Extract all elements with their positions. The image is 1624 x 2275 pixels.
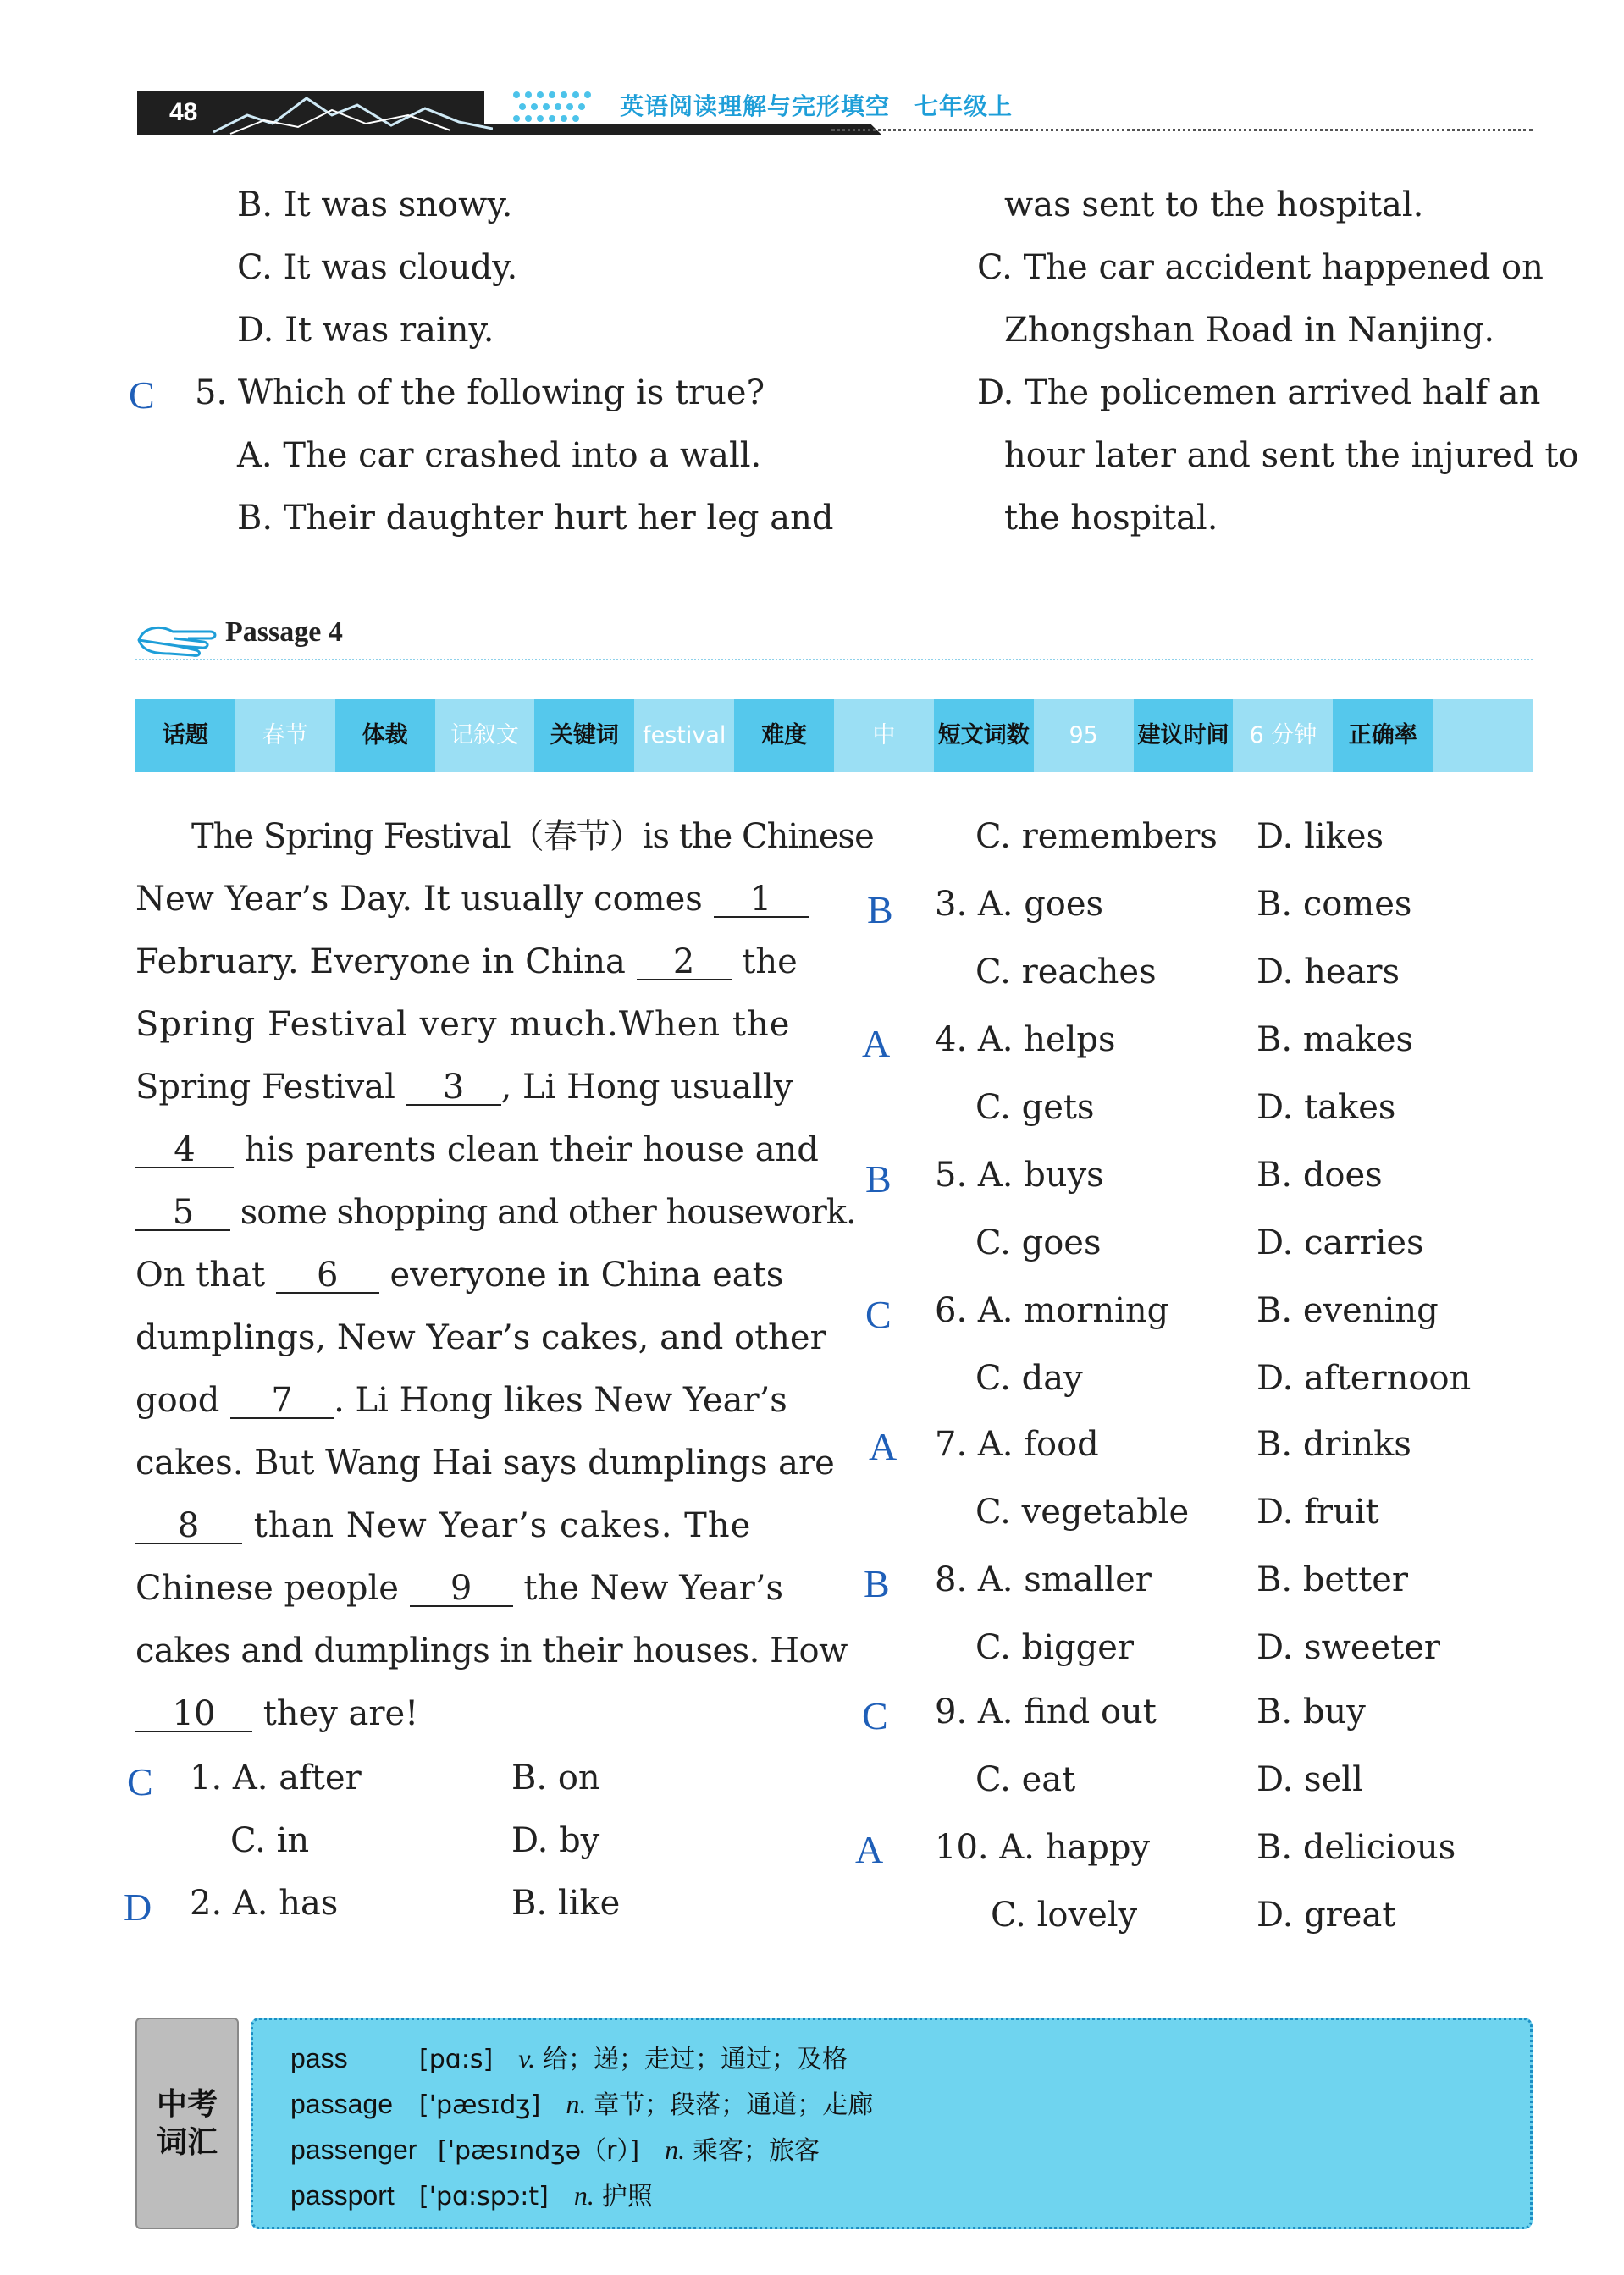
vocab-item (290, 2081, 1530, 2127)
q10-option-d: D. great (1257, 1896, 1396, 1935)
q6-option-c: C. day (975, 1359, 1083, 1398)
vocab-pos: n. (573, 2180, 594, 2211)
q7-option-c: C. vegetable (975, 1493, 1190, 1532)
prev-q5-option-b: B. Their daughter hurt her leg and (237, 499, 834, 538)
prev-right-line: hour later and sent the injured to (1004, 436, 1579, 475)
prev-option-c: C. It was cloudy. (237, 248, 518, 287)
prev-right-line: was sent to the hospital. (1004, 185, 1424, 224)
q8-option-a: 8. A. smaller (935, 1560, 1152, 1599)
q1-option-b: B. on (511, 1759, 600, 1797)
word-count-value: 95 (1034, 699, 1134, 772)
vocab-meaning: 护照 (601, 2182, 653, 2211)
keyword-label: 关键词 (534, 699, 634, 772)
q8-option-c: C. bigger (975, 1628, 1135, 1667)
vocab-word: passage (290, 2089, 393, 2119)
vocab-item (290, 2173, 1530, 2218)
vocab-meaning: 章节；段落；通道；走廊 (594, 2090, 874, 2120)
q4-option-b: B. makes (1257, 1020, 1414, 1059)
q7-answer: A (869, 1425, 898, 1468)
vocab-pos: n. (665, 2134, 686, 2165)
q1-option-a: 1. A. after (190, 1759, 362, 1797)
vocab-phonetic: ['pæsɪndʒə（r）] (438, 2136, 640, 2166)
passage-info-bar (135, 699, 1533, 772)
blank-2: 2 (637, 945, 732, 980)
time-value: 6 分钟 (1233, 699, 1333, 772)
passage-line: The Spring Festival（春节）is the Chinese (191, 817, 874, 856)
q3-option-b: B. comes (1257, 885, 1412, 924)
vocab-box (251, 2018, 1533, 2229)
q1-option-d: D. by (511, 1821, 600, 1860)
q7-option-b: B. drinks (1257, 1425, 1411, 1464)
passage-line: On that 6 everyone in China eats (135, 1256, 784, 1295)
passage-line: 5 some shopping and other housework. (135, 1195, 856, 1231)
blank-5: 5 (135, 1195, 230, 1231)
difficulty-label: 难度 (734, 699, 834, 772)
passage-line: dumplings, New Year’s cakes, and other (135, 1318, 826, 1357)
passage-line: 10 they are! (135, 1697, 418, 1732)
q10-option-b: B. delicious (1257, 1828, 1456, 1867)
q4-option-d: D. takes (1257, 1088, 1396, 1127)
blank-9: 9 (410, 1571, 513, 1607)
vocab-phonetic: ['pɑ:spɔ:t] (419, 2182, 549, 2211)
prev-q5-option-a: A. The car crashed into a wall. (237, 436, 762, 475)
q3-option-c: C. reaches (975, 953, 1157, 991)
genre-value: 记叙文 (435, 699, 535, 772)
passage-title: Passage 4 (225, 616, 343, 648)
q4-option-c: C. gets (975, 1088, 1095, 1127)
vocab-item (290, 2035, 1530, 2081)
passage-line: Spring Festival very much.When the (135, 1005, 791, 1044)
q5-option-a: 5. A. buys (935, 1156, 1104, 1195)
blank-7: 7 (230, 1383, 334, 1419)
q6-option-a: 6. A. morning (935, 1291, 1169, 1330)
passage-line: Chinese people 9 the New Year’s (135, 1569, 784, 1608)
passage-line: Spring Festival 3 , Li Hong usually (135, 1068, 793, 1107)
q2-answer: D (124, 1886, 152, 1929)
passage-line: 4 his parents clean their house and (135, 1133, 819, 1168)
vocab-phonetic: ['pæsɪdʒ] (419, 2090, 541, 2120)
prev-option-b: B. It was snowy. (237, 185, 513, 224)
q3-option-d: D. hears (1257, 953, 1400, 991)
q2-option-c: C. remembers (975, 817, 1218, 856)
passage-line: February. Everyone in China 2 the (135, 942, 798, 981)
blank-1: 1 (714, 882, 809, 918)
q5-option-c: C. goes (975, 1223, 1102, 1262)
accuracy-value (1433, 699, 1533, 772)
vocab-meaning: 给；递；走过；通过；及格 (542, 2045, 848, 2074)
q5-option-b: B. does (1257, 1156, 1383, 1195)
q6-option-b: B. evening (1257, 1291, 1439, 1330)
blank-8: 8 (135, 1509, 242, 1544)
blank-6: 6 (276, 1258, 379, 1294)
keyword-value: festival (634, 699, 734, 772)
vocab-phonetic: [pɑ:s] (419, 2045, 494, 2074)
difficulty-value: 中 (834, 699, 934, 772)
prev-q5-question: 5. Which of the following is true? (195, 373, 765, 412)
q8-answer: B (864, 1562, 890, 1605)
q3-option-a: 3. A. goes (935, 885, 1104, 924)
vocab-label: 中考 词汇 (135, 2018, 239, 2229)
q10-option-a: 10. A. happy (935, 1828, 1151, 1867)
mountain-icon (213, 90, 493, 135)
vocab-meaning: 乘客；旅客 (693, 2136, 820, 2166)
passage-line: good 7 . Li Hong likes New Year’s (135, 1381, 787, 1420)
q2-option-b: B. like (511, 1884, 621, 1923)
q7-option-d: D. fruit (1257, 1493, 1379, 1532)
blank-3: 3 (406, 1070, 501, 1106)
passage-line: cakes and dumplings in their houses. How (135, 1632, 848, 1670)
accuracy-label: 正确率 (1333, 699, 1433, 772)
prev-q5-answer: C (129, 373, 155, 417)
pointing-hand-icon (135, 616, 220, 659)
title-dotted-line (135, 659, 1533, 660)
vocab-pos: v. (518, 2043, 536, 2073)
q1-answer: C (127, 1760, 153, 1803)
q4-answer: A (862, 1022, 891, 1065)
blank-4: 4 (135, 1133, 234, 1168)
blank-10: 10 (135, 1697, 252, 1732)
q10-answer: A (855, 1828, 884, 1871)
prev-right-line: the hospital. (1004, 499, 1218, 538)
passage-line: New Year’s Day. It usually comes 1 (135, 882, 809, 918)
vocab-word: passport (290, 2180, 395, 2211)
header-dotted-line (831, 129, 1533, 131)
passage-line: cakes. But Wang Hai says dumplings are (135, 1444, 835, 1483)
prev-right-line: C. The car accident happened on (977, 248, 1544, 287)
vocab-pos: n. (566, 2089, 587, 2119)
prev-right-line: D. The policemen arrived half an (977, 373, 1541, 412)
prev-right-line: Zhongshan Road in Nanjing. (1004, 311, 1495, 350)
q5-option-d: D. carries (1257, 1223, 1424, 1262)
vocab-word: passenger (290, 2134, 417, 2165)
q9-answer: C (862, 1694, 888, 1737)
page-header (137, 83, 1533, 135)
q6-option-d: D. afternoon (1257, 1359, 1472, 1398)
time-label: 建议 时间 (1134, 699, 1234, 772)
q10-option-c: C. lovely (991, 1896, 1138, 1935)
q5-answer: B (865, 1157, 892, 1201)
topic-value: 春节 (235, 699, 335, 772)
q9-option-a: 9. A. find out (935, 1692, 1157, 1731)
q2-option-a: 2. A. has (190, 1884, 339, 1923)
q9-option-b: B. buy (1257, 1692, 1366, 1731)
word-count-label: 短文 词数 (934, 699, 1034, 772)
q8-option-d: D. sweeter (1257, 1628, 1441, 1667)
q8-option-b: B. better (1257, 1560, 1409, 1599)
genre-label: 体裁 (335, 699, 435, 772)
dots-decoration-icon (510, 86, 611, 129)
q6-answer: C (865, 1293, 892, 1336)
page-number: 48 (169, 98, 198, 126)
q1-option-c: C. in (230, 1821, 310, 1860)
book-title: 英语阅读理解与完形填空 七年级上 (484, 86, 1023, 124)
vocab-word: pass (290, 2043, 348, 2073)
prev-option-d: D. It was rainy. (237, 311, 494, 350)
q2-option-d: D. likes (1257, 817, 1384, 856)
q9-option-c: C. eat (975, 1760, 1076, 1799)
q3-answer: B (867, 888, 893, 931)
topic-label: 话题 (135, 699, 235, 772)
q9-option-d: D. sell (1257, 1760, 1363, 1799)
passage-line: 8 than New Year’s cakes. The (135, 1509, 751, 1544)
vocab-item (290, 2127, 1530, 2173)
q7-option-a: 7. A. food (935, 1425, 1099, 1464)
q4-option-a: 4. A. helps (935, 1020, 1116, 1059)
